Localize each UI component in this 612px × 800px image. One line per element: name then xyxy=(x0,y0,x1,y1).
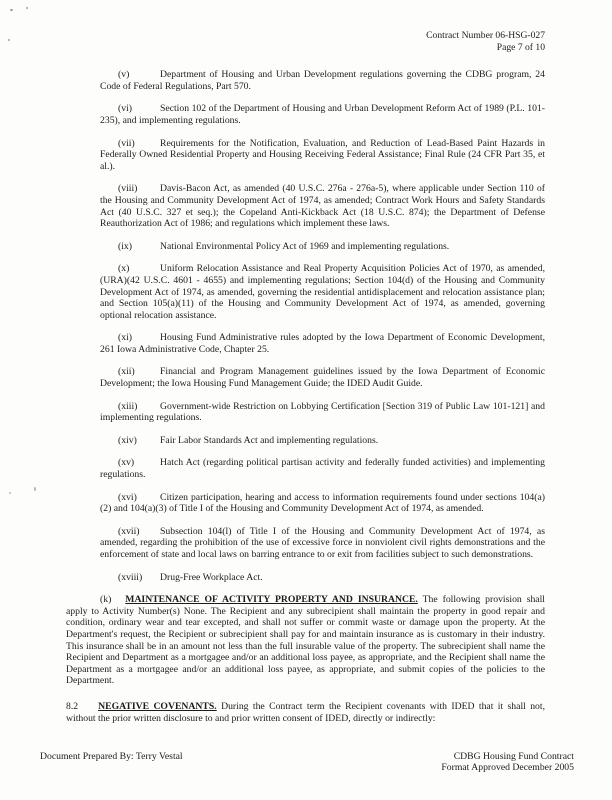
clause-text: National Environmental Policy Act of 1969 and implementing regulations. xyxy=(160,240,450,252)
clause-number: (ix) xyxy=(118,240,132,252)
clause-number: (vii) xyxy=(118,137,135,149)
clause-text: Uniform Relocation Assistance and Real Property Acquisition Policies Act of 1970, as amended, (URA)(42 U.S.C. 4601 - 4655) and implementing regulations; Section 104(d) of the Housing and Community Development Act of 1974, as amended, governing the residential antidisplacement and relocation assistance plan; and Section 105(a)(11) of the Housing and Community Development Act of 1974, as amended, governing optional relocation assistance. xyxy=(100,263,545,321)
clause-text: Department of Housing and Urban Development regulations governing the CDBG program, 24 Code of Federal Regulations, Part 570. xyxy=(100,69,545,92)
contract-number: Contract Number 06-HSG-027 xyxy=(426,30,545,41)
clause-text: Hatch Act (regarding political partisan activity and federally funded activities) and implementing regulations. xyxy=(100,457,545,481)
clause-text: Section 102 of the Department of Housing and Urban Development Reform Act of 1989 (P.L. 101-235), and implementing regulations. xyxy=(100,103,545,126)
clause-text: Government-wide Restriction on Lobbying Certification [Section 319 of Public Law 101-121] and implementing regulations. xyxy=(100,400,545,424)
section-8-2-heading: NEGATIVE COVENANTS. xyxy=(98,700,217,712)
clause-number: (xv) xyxy=(118,457,135,469)
clause-item xyxy=(100,138,545,173)
clause-text: Housing Fund Administrative rules adopted by the Iowa Department of Economic Development, 261 Iowa Administrative Code, Chapter 25. xyxy=(100,332,545,355)
footer-format-date: Format Approved December 2005 xyxy=(441,762,574,774)
clause-text: Drug-Free Workplace Act. xyxy=(160,571,263,583)
clause-number: (x) xyxy=(118,263,130,275)
clause-number: (xvi) xyxy=(118,491,137,503)
page-number: Page 7 of 10 xyxy=(496,41,545,53)
clause-text: Financial and Program Management guidelines issued by the Iowa Department of Economic Development; the Iowa Housing Fund Management Guide; the IDED Audit Guide. xyxy=(100,366,545,390)
clause-number: (xiv) xyxy=(118,434,137,446)
clause-item xyxy=(100,526,545,561)
clause-text: Subsection 104(l) of Title I of the Housing and Community Development Act of 1974, as amended, regarding the prohibition of the use of excessive force in nonviolent civil rights demonstrations and the enforcement of state and local laws on barring entrance to or exit from facilities subject to such demonstrations. xyxy=(100,525,545,560)
clause-item xyxy=(100,366,545,389)
clause-number: (vi) xyxy=(118,103,132,115)
clause-text: Requirements for the Notification, Evaluation, and Reduction of Lead-Based Paint Hazards in Federally Owned Residential Property and Housing Receiving Federal Assistance; Final Rule (24 CFR Part 35, et al.). xyxy=(100,137,545,172)
section-8-2-text: During the Contract term the Recipient covenants with IDED that it shall not, without the prior written disclosure to and prior written consent of IDED, directly or indirectly: xyxy=(66,700,546,724)
clause-item xyxy=(100,69,545,92)
section-k-heading: MAINTENANCE OF ACTIVITY PROPERTY AND INSURANCE. xyxy=(125,594,418,606)
footer-right-block xyxy=(441,751,574,774)
clause-text: Citizen participation, hearing and access to information requirements found under sections 104(a)(2) and 104(a)(3) of Title I of the Housing and Community Development Act of 1974, as amended. xyxy=(100,491,545,515)
clause-item xyxy=(100,457,545,480)
section-8-2-paragraph xyxy=(66,701,545,724)
clause-item xyxy=(100,401,545,424)
page-header xyxy=(66,30,545,53)
scan-artifact xyxy=(8,39,10,41)
clause-item xyxy=(100,492,545,515)
section-k-text: The following provision shall apply to Activity Number(s) None. The Recipient and any subrecipient shall maintain the property in good repair and condition, ordinary wear and tear excepted, and shall not suffer or commit waste or damage upon the property. At the Department's request, the Recipient or subrecipient shall pay for and maintain insurance as is customary in their industry. This insurance shall be in an amount not less than the full insurable value of the property. The subrecipient shall name the Recipient and Department as a mortgagee and/or an additional loss payee, as appropriate, and the Recipient shall name the Department as a mortgagee and/or an additional loss payee, as appropriate, and submit copies of the policies to the Department. xyxy=(66,594,545,687)
footer-prepared-by: Document Prepared By: Terry Vestal xyxy=(40,750,183,762)
clause-number: (xiii) xyxy=(118,400,138,412)
clause-number: (xviii) xyxy=(118,571,143,583)
clause-item xyxy=(100,103,545,126)
scan-artifact xyxy=(9,492,11,494)
clause-item xyxy=(100,572,545,584)
page-footer xyxy=(40,751,574,774)
section-8-2-number: 8.2 xyxy=(66,700,79,712)
section-k-number: (k) xyxy=(100,594,112,606)
clause-number: (xvii) xyxy=(118,525,140,537)
clause-text: Davis-Bacon Act, as amended (40 U.S.C. 276a - 276a-5), where applicable under Section 110 of the Housing and Community Development Act of 1974, as amended; Contract Work Hours and Safety Standards Act (40 U.S.C. 327 et seq.); the Copeland Anti-Kickback Act (18 U.S.C. 874); the Department of Defense Reauthorization Act of 1986; and regulations which implement these laws. xyxy=(100,183,545,230)
footer-contract-title: CDBG Housing Fund Contract xyxy=(453,750,574,762)
clause-item xyxy=(100,435,545,447)
clause-item xyxy=(100,241,545,253)
clause-number: (xii) xyxy=(118,366,135,378)
clause-item xyxy=(100,263,545,321)
clause-number: (viii) xyxy=(118,183,138,195)
clause-item xyxy=(100,332,545,355)
clause-list xyxy=(66,69,545,583)
clause-text: Fair Labor Standards Act and implementing regulations. xyxy=(160,434,379,446)
clause-number: (v) xyxy=(118,69,130,81)
scan-artifact xyxy=(26,7,28,9)
clause-item xyxy=(100,183,545,229)
scan-artifact xyxy=(34,487,36,491)
section-k-paragraph xyxy=(66,594,545,687)
clause-number: (xi) xyxy=(118,332,132,344)
scan-artifact xyxy=(10,9,13,11)
